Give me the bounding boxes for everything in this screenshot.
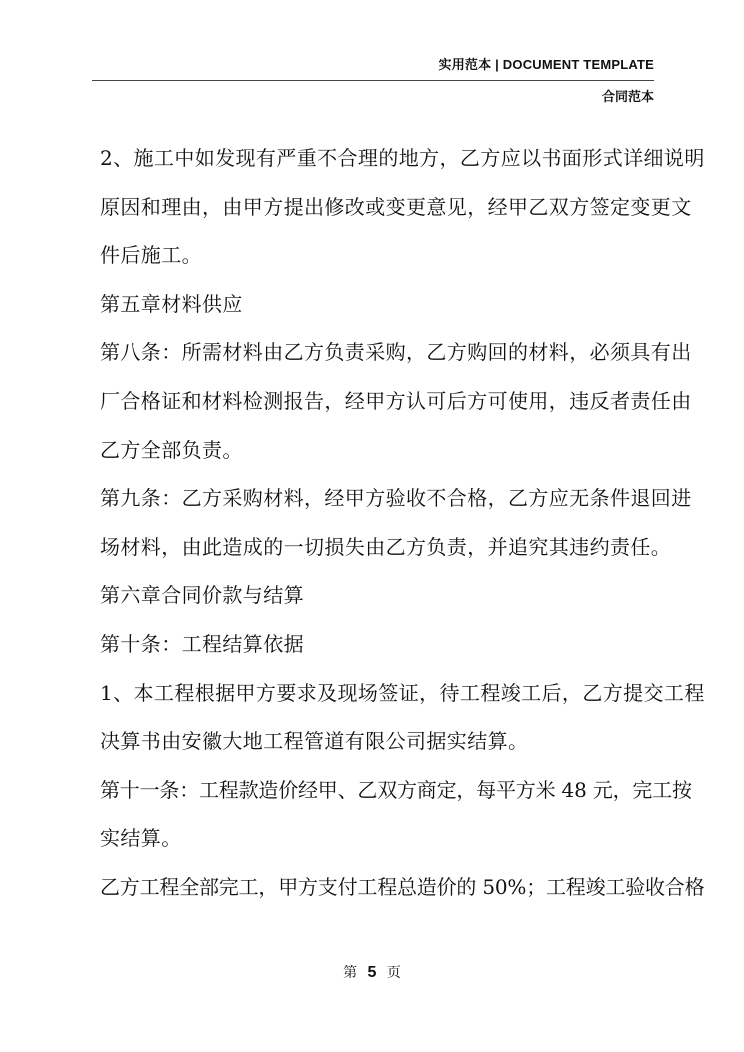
- header-divider: [92, 80, 654, 81]
- body-line: 场材料，由此造成的一切损失由乙方负责，并追究其违约责任。: [100, 534, 672, 559]
- body-line: 实结算。: [100, 826, 182, 851]
- article-heading: 第十条：工程结算依据: [100, 631, 304, 656]
- body-line: 乙方全部负责。: [100, 437, 243, 462]
- body-line: 1、本工程根据甲方要求及现场签证，待工程竣工后，乙方提交工程: [100, 680, 705, 705]
- chapter-heading: 第五章材料供应: [100, 291, 243, 316]
- page-label-suffix: 页: [386, 965, 401, 981]
- body-line: 第八条：所需材料由乙方负责采购，乙方购回的材料，必须具有出: [100, 340, 692, 365]
- body-line: 第十一条：工程款造价经甲、乙双方商定，每平方米 48 元，完工按: [100, 777, 692, 802]
- body-line: 厂合格证和材料检测报告，经甲方认可后方可使用，违反者责任由: [100, 388, 692, 413]
- page-footer: [0, 962, 744, 982]
- body-line: 2、施工中如发现有严重不合理的地方，乙方应以书面形式详细说明: [100, 146, 705, 170]
- body-line: 第九条：乙方采购材料，经甲方验收不合格，乙方应无条件退回进: [100, 486, 692, 511]
- chapter-heading: 第六章合同价款与结算: [100, 583, 304, 608]
- body-line: 乙方工程全部完工，甲方支付工程总造价的 50%；工程竣工验收合格: [100, 874, 705, 899]
- page-label-prefix: 第: [343, 965, 358, 981]
- body-line: 原因和理由，由甲方提出修改或变更意见，经甲乙双方签定变更文: [100, 194, 692, 219]
- header-title: 实用范本 | DOCUMENT TEMPLATE: [438, 57, 654, 72]
- page-header: [92, 48, 654, 108]
- document-body: [100, 140, 705, 918]
- page-number: 5: [367, 964, 377, 981]
- body-line: 件后施工。: [100, 243, 202, 268]
- body-line: 决算书由安徽大地工程管道有限公司据实结算。: [100, 729, 529, 754]
- header-subtitle: 合同范本: [601, 89, 654, 104]
